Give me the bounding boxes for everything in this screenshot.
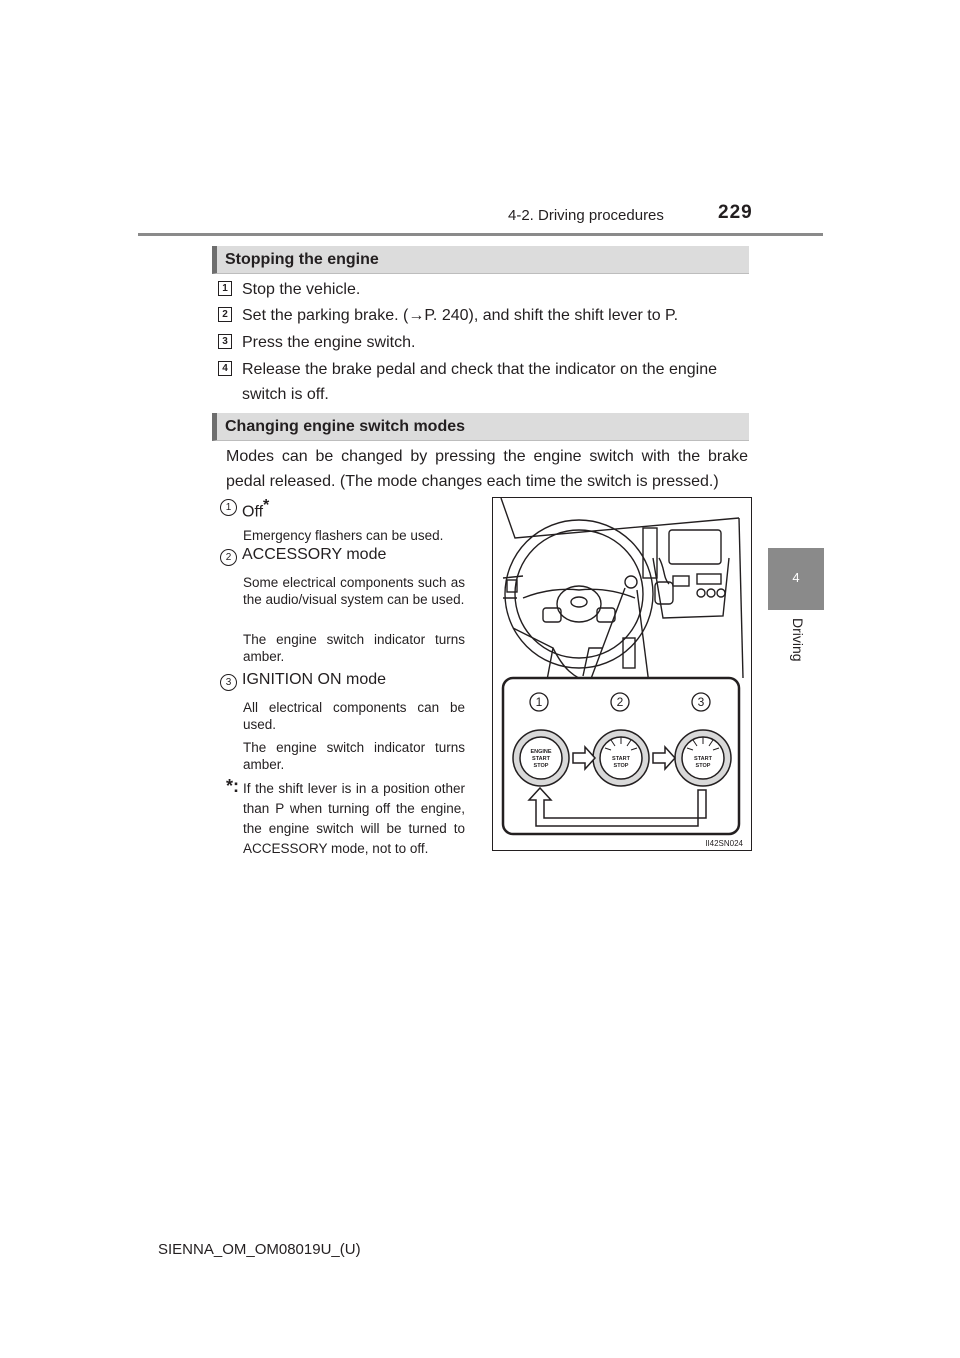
- running-header-section: 4-2. Driving procedures: [508, 207, 664, 224]
- section-title-stopping: Stopping the engine: [212, 246, 749, 274]
- step-text: Press the engine switch.: [242, 334, 416, 351]
- header-rule: [138, 233, 823, 236]
- button-label: STOP: [695, 763, 711, 769]
- button-label: ENGINE: [530, 749, 552, 755]
- mode-title: ACCESSORY mode: [242, 546, 387, 563]
- callout-number: 1: [535, 695, 543, 709]
- mode-number-circle: 2: [220, 549, 237, 566]
- callout-number: 3: [697, 695, 705, 709]
- chapter-label: Driving: [790, 618, 806, 662]
- button-label: START: [612, 756, 630, 762]
- button-label: START: [532, 756, 550, 762]
- mode-title: IGNITION ON mode: [242, 671, 387, 688]
- section-title-changing: Changing engine switch modes: [212, 413, 749, 441]
- mode-description: The engine switch indicator turns amber.: [243, 740, 465, 772]
- footnote-marker: *:: [226, 776, 239, 796]
- footnote-text: If the shift lever is in a position other than P when turning off the engine, the engine switch will be turned to ACCESSORY mode, not to off.: [243, 781, 465, 856]
- button-label: START: [694, 756, 712, 762]
- mode-title: Off*: [242, 497, 270, 521]
- callout-number: 2: [616, 695, 624, 709]
- step-number: 1: [218, 281, 232, 296]
- mode-description: Emergency flashers can be used.: [243, 528, 444, 543]
- intro-paragraph: Modes can be changed by pressing the engine switch with the brake pedal released. (The mode changes each time the switch is pressed.): [226, 448, 748, 490]
- engine-switch-figure: [492, 497, 752, 851]
- mode-number-circle: 3: [220, 674, 237, 691]
- mode-description: The engine switch indicator turns amber.: [243, 632, 465, 664]
- step-text: Release the brake pedal and check that the indicator on the engine switch is off.: [242, 361, 717, 403]
- button-label: STOP: [533, 763, 549, 769]
- step-number: 2: [218, 307, 232, 322]
- mode-description: All electrical components can be used.: [243, 700, 465, 732]
- step-text: Stop the vehicle.: [242, 281, 361, 298]
- dashboard-illustration: [493, 498, 751, 850]
- mode-number-circle: 1: [220, 499, 237, 516]
- figure-code: II42SN024: [705, 839, 743, 848]
- mode-description: Some electrical components such as the audio/visual system can be used.: [243, 575, 465, 607]
- step-text: Set the parking brake. (→P. 240), and shift the shift lever to P.: [242, 307, 679, 324]
- step-number: 4: [218, 361, 232, 376]
- button-label: STOP: [613, 763, 629, 769]
- page-number: 229: [718, 202, 753, 223]
- footer-doc-id: SIENNA_OM_OM08019U_(U): [158, 1241, 361, 1258]
- step-number: 3: [218, 334, 232, 349]
- chapter-number: 4: [792, 570, 800, 585]
